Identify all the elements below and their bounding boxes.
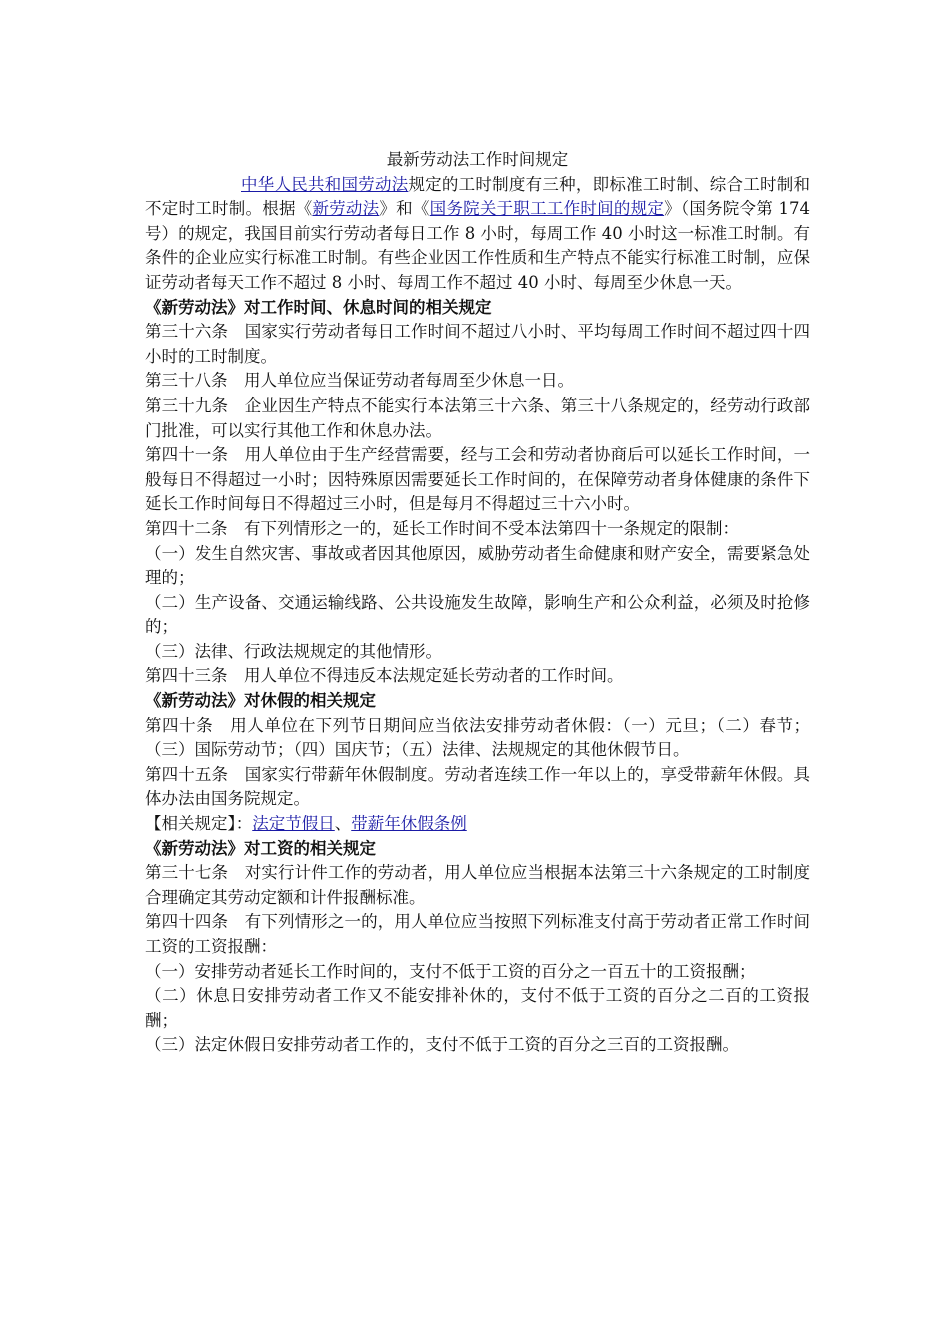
article-44-item-2: （二）休息日安排劳动者工作又不能安排补休的，支付不低于工资的百分之二百的工资报酬； <box>145 986 810 1030</box>
link-labor-law[interactable]: 中华人民共和国劳动法 <box>241 174 409 194</box>
document-page <box>145 148 810 1058</box>
article-42-item-1: （一）发生自然灾害、事故或者因其他原因，威胁劳动者生命健康和财产安全，需要紧急处理的； <box>145 543 810 588</box>
link-statutory-holidays[interactable]: 法定节假日 <box>252 814 335 834</box>
related-separator: 、 <box>334 814 352 834</box>
intro-paragraph <box>145 173 810 296</box>
article-36: 第三十六条 国家实行劳动者每日工作时间不超过八小时、平均每周工作时间不超过四十四小时的工时制度。 <box>145 322 810 366</box>
document-title: 最新劳动法工作时间规定 <box>386 150 569 169</box>
article-44-item-1: （一）安排劳动者延长工作时间的，支付不低于工资的百分之一百五十的工资报酬； <box>145 961 756 981</box>
section-heading-holidays: 《新劳动法》对休假的相关规定 <box>145 691 376 711</box>
section-heading-wages: 《新劳动法》对工资的相关规定 <box>145 838 376 858</box>
intro-text-1: 规定的工时制度有三种，即标准工时制、综合工时制和不定时工时制。根据《 <box>145 174 811 219</box>
intro-text-3: 》（国务院令第 174 号）的规定，我国目前实行劳动者每日工作 8 小时，每周工作 40 小时这一标准工时制。有条件的企业应实行标准工时制。有些企业因工作性质和生产特点不能实行标准工时制，应保证劳动者每天工作不超过 8 小时、每周工作不超过 40 小时、每周至少休息一天。 <box>145 199 811 292</box>
article-38: 第三十八条 用人单位应当保证劳动者每周至少休息一日。 <box>145 371 574 391</box>
article-43: 第四十三条 用人单位不得违反本法规定延长劳动者的工作时间。 <box>145 666 624 686</box>
related-regulations <box>145 812 810 837</box>
article-44: 第四十四条 有下列情形之一的，用人单位应当按照下列标准支付高于劳动者正常工作时间工资的工资报酬： <box>145 912 810 956</box>
link-paid-annual-leave[interactable]: 带薪年休假条例 <box>351 814 467 834</box>
related-prefix: 【相关规定】： <box>145 814 253 834</box>
article-44-item-3: （三）法定休假日安排劳动者工作的，支付不低于工资的百分之三百的工资报酬。 <box>145 1035 739 1055</box>
link-state-council-regulation[interactable]: 国务院关于职工工作时间的规定 <box>429 199 665 219</box>
article-37: 第三十七条 对实行计件工作的劳动者，用人单位应当根据本法第三十六条规定的工时制度合理确定其劳动定额和计件报酬标准。 <box>145 863 810 907</box>
article-39: 第三十九条 企业因生产特点不能实行本法第三十六条、第三十八条规定的，经劳动行政部门批准，可以实行其他工作和休息办法。 <box>145 395 810 440</box>
article-42: 第四十二条 有下列情形之一的，延长工作时间不受本法第四十一条规定的限制： <box>145 518 739 538</box>
link-new-labor-law[interactable]: 新劳动法 <box>312 199 380 219</box>
article-40: 第四十条 用人单位在下列节日期间应当依法安排劳动者休假：（一）元旦；（二）春节；（三）国际劳动节；（四）国庆节；（五）法律、法规规定的其他休假节日。 <box>145 715 810 760</box>
article-42-item-3: （三）法律、行政法规规定的其他情形。 <box>145 641 442 661</box>
article-42-item-2: （二）生产设备、交通运输线路、公共设施发生故障，影响生产和公众利益，必须及时抢修的； <box>145 592 810 637</box>
article-45: 第四十五条 国家实行带薪年休假制度。劳动者连续工作一年以上的，享受带薪年休假。具体办法由国务院规定。 <box>145 764 810 809</box>
article-41: 第四十一条 用人单位由于生产经营需要，经与工会和劳动者协商后可以延长工作时间，一般每日不得超过一小时；因特殊原因需要延长工作时间的，在保障劳动者身体健康的条件下延长工作时间每日不得超过三小时，但是每月不得超过三十六小时。 <box>145 445 810 514</box>
intro-text-2: 》和《 <box>379 199 430 219</box>
section-heading-working-hours: 《新劳动法》对工作时间、休息时间的相关规定 <box>145 297 492 317</box>
